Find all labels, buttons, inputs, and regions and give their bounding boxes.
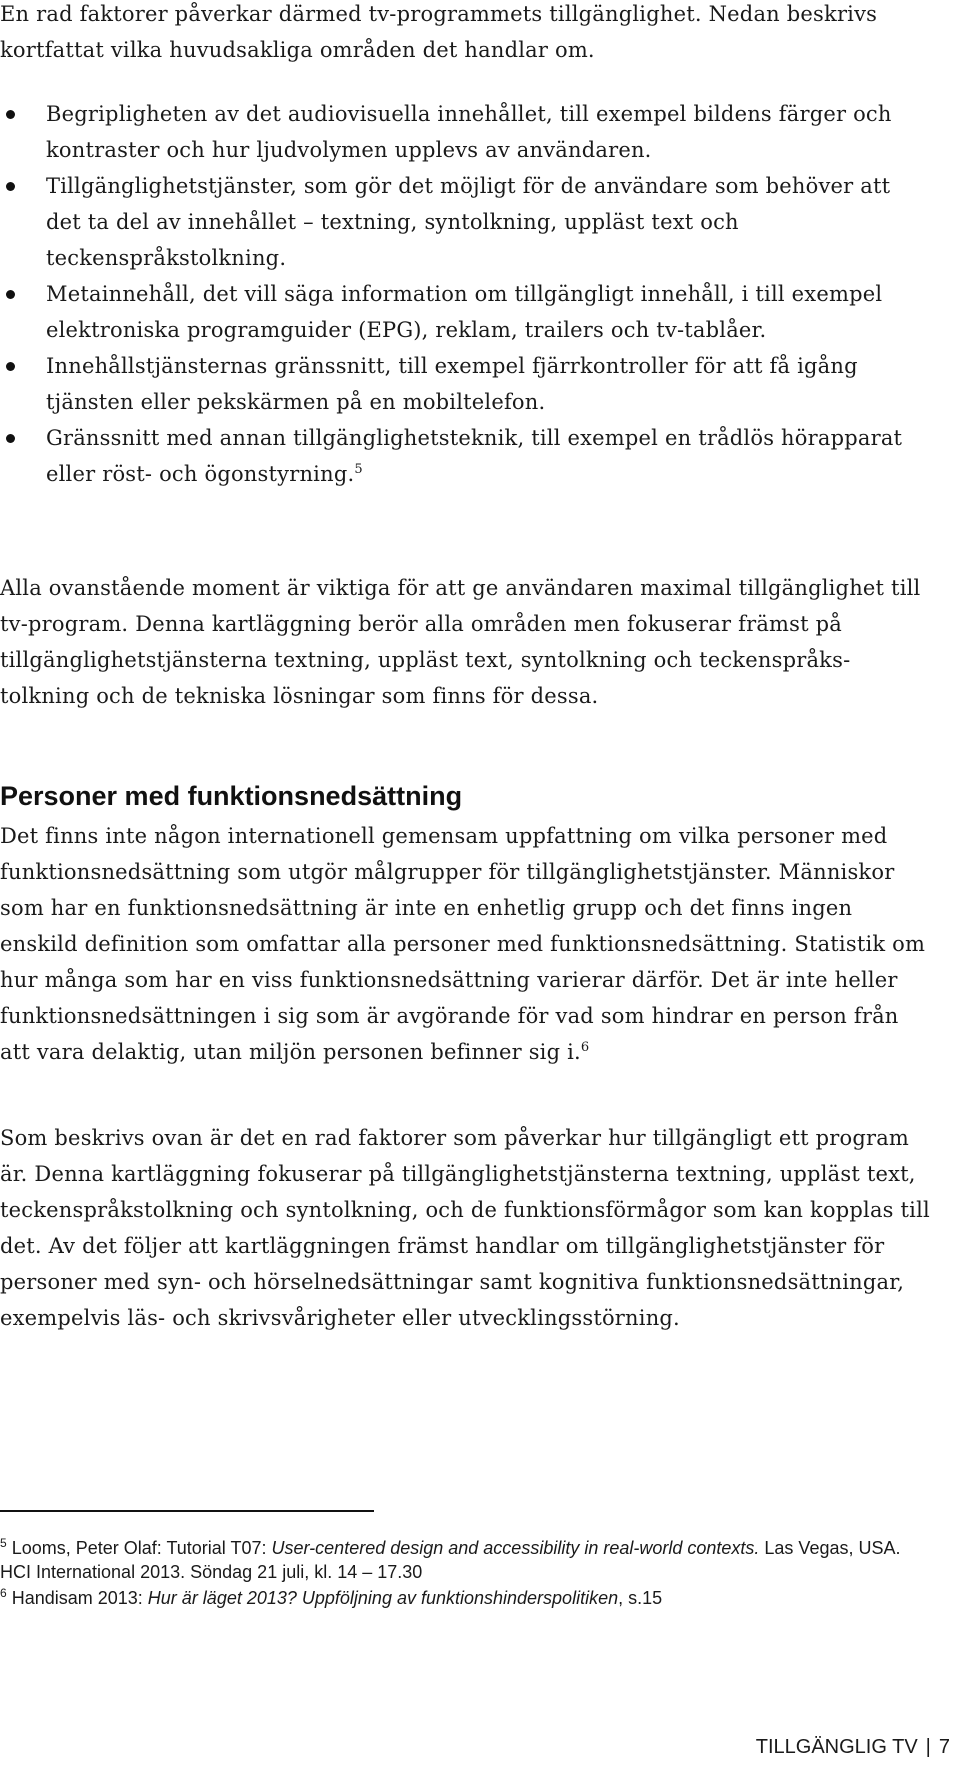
footnote-ref: 6 — [580, 1040, 590, 1055]
section-paragraph-1: Det finns inte någon internationell gemensam uppfattning om vilka personer med funktionsnedsättning som utgör målgrupper för tillgänglighetstjänster. Människor som har en funktionsnedsättning är inte en enhetlig grupp och det finns ingen enskild definition som omfattar alla personer med funktionsnedsättning. Statistik om hur många som har en viss funktionsnedsättning varierar därför. Det är inte heller funktionsnedsättningen i sig som är avgörande för vad som hindrar en person från att vara delaktig, utan miljön personen befinner sig i.$^6$ — [0, 824, 926, 1064]
footnote-divider — [0, 1510, 374, 1512]
footer-separator: | — [925, 1736, 931, 1758]
factor-list — [0, 96, 930, 492]
bullet-icon — [6, 182, 15, 191]
bullet-icon — [6, 434, 15, 443]
list-item: Innehållstjänsternas gränssnitt, till exempel fjärrkontroller för att få igång tjänsten eller pekskärmen på en mobiltelefon. — [0, 348, 930, 420]
bullet-icon — [6, 110, 15, 119]
summary-paragraph: Alla ovanstående moment är viktiga för att ge användaren maximal tillgänglighet till tv-program. Denna kartläggning berör alla områden men fokuserar främst på tillgänglighetstjänsterna textning, uppläst text, syntolkning och teckenspråks-tolkning och de tekniska lösningar som finns för dessa. — [0, 576, 921, 708]
footnotes — [0, 1536, 930, 1612]
footnote-6: $^6$ Handisam 2013: Hur är läget 2013? Uppföljning av funktionshinderspolitiken, s.15 — [0, 1586, 663, 1608]
footnote-ref: 5 — [354, 462, 363, 477]
list-item: Tillgänglighetstjänster, som gör det möjligt för de användare som behöver att det ta del av innehållet – textning, syntolkning, uppläst text och teckenspråkstolkning. — [0, 168, 930, 276]
page-footer — [756, 1735, 950, 1759]
page-number: 7 — [938, 1736, 950, 1758]
bullet-icon — [6, 290, 15, 299]
footer-title: TILLGÄNGLIG TV — [755, 1736, 918, 1758]
footnote-5: $^5$ Looms, Peter Olaf: Tutorial T07: User-centered design and accessibility in real-world contexts. Las Vegas, USA. HCI International 2013. Söndag 21 juli, kl. 14 – 17.30 — [0, 1536, 901, 1582]
section-heading: Personer med funktionsnedsättning — [0, 781, 463, 811]
bullet-icon — [6, 362, 15, 371]
list-item: Gränssnitt med annan tillgänglighetsteknik, till exempel en trådlös hörapparat eller röst- och ögonstyrning.$^5$ — [0, 420, 930, 492]
section-paragraph-2: Som beskrivs ovan är det en rad faktorer som påverkar hur tillgängligt ett program är. Denna kartläggning fokuserar på tillgänglighetstjänsterna textning, uppläst text, teckenspråkstolkning och syntolkning, och de funktionsförmågor som kan kopplas till det. Av det följer att kartläggningen främst handlar om tillgänglighetstjänster för personer med syn- och hörselnedsättningar samt kognitiva funktionsnedsättningar, exempelvis läs- och skrivsvårigheter eller utvecklingsstörning. — [0, 1126, 930, 1330]
list-item: Begripligheten av det audiovisuella innehållet, till exempel bildens färger och kontraster och hur ljudvolymen upplevs av användaren. — [0, 96, 930, 168]
list-item: Metainnehåll, det vill säga information om tillgängligt innehåll, i till exempel elektroniska programguider (EPG), reklam, trailers och tv-tablåer. — [0, 276, 930, 348]
intro-paragraph: En rad faktorer påverkar därmed tv-programmets tillgänglighet. Nedan beskrivs kortfattat vilka huvudsakliga områden det handlar om. — [0, 2, 878, 62]
